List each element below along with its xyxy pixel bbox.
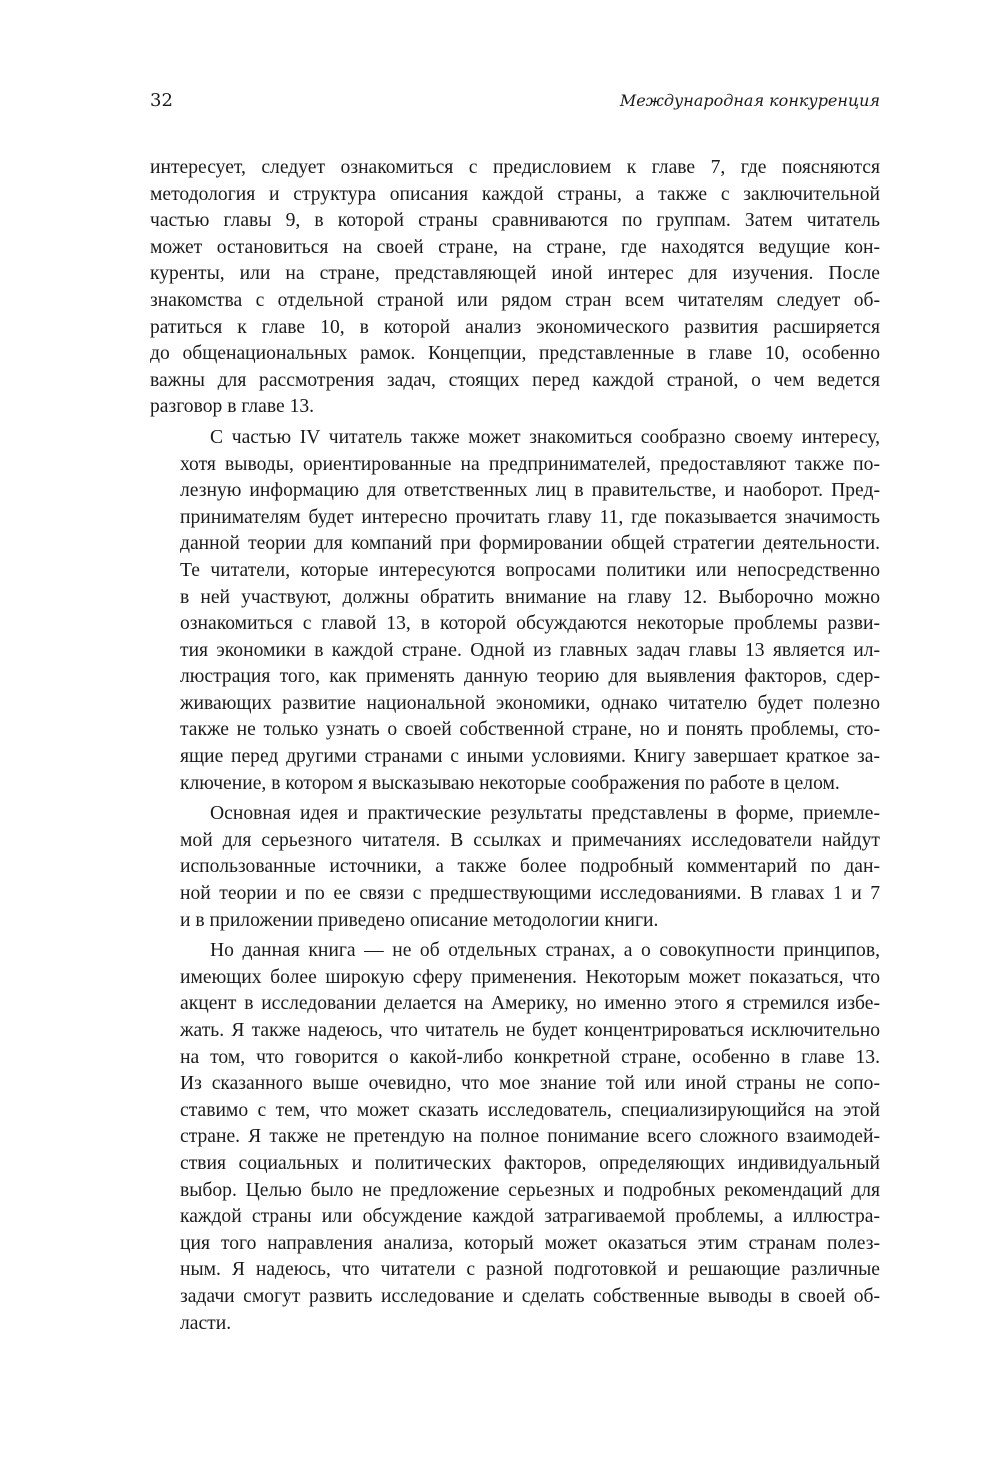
text-line: ным. Я надеюсь, что читатели с разной подготовкой и решающие различные <box>180 1259 880 1281</box>
text-line: задачи смогут развить исследование и сделать собственные выводы в своей об- <box>180 1285 880 1307</box>
text-line: мой для серьезного читателя. В ссылках и примечаниях исследователи найдут <box>180 829 880 851</box>
text-line: лезную информацию для ответственных лиц в правительстве, и наоборот. Пред- <box>180 480 880 502</box>
text-line: на том, что говорится о какой-либо конкретной стране, особенно в главе 13. <box>180 1046 880 1068</box>
paragraph <box>150 938 880 1337</box>
text-line: стране. Я также не претендую на полное понимание всего сложного взаимодей- <box>180 1126 880 1148</box>
text-line: до общенациональных рамок. Концепции, представленные в главе 10, особенно <box>150 343 880 365</box>
text-line: важны для рассмотрения задач, стоящих перед каждой страной, о чем ведется <box>150 369 880 391</box>
text-line: жать. Я также надеюсь, что читатель не будет концентрироваться исключительно <box>180 1020 880 1041</box>
text-line: тия экономики в каждой стране. Одной из главных задач главы 13 является ил- <box>180 639 880 661</box>
running-head <box>150 88 880 114</box>
text-line: также не только узнать о своей собственной стране, но и понять проблемы, сто- <box>180 719 880 741</box>
text-line: ция того направления анализа, который может оказаться этим странам полез- <box>180 1232 880 1254</box>
text-line: Из сказанного выше очевидно, что мое знание той или иной страны не сопо- <box>180 1073 880 1095</box>
running-title: Международная конкуренция <box>619 91 880 110</box>
text-line: каждой страны или обсуждение каждой затрагиваемой проблемы, а иллюстра- <box>180 1206 880 1228</box>
text-line: в ней участвуют, должны обратить внимание на главу 12. Выборочно можно <box>180 586 880 608</box>
text-line: акцент в исследовании делается на Америку, но именно этого я стремился избе- <box>180 993 880 1015</box>
text-line: разговор в главе 13. <box>150 396 315 418</box>
text-line: С частью IV читатель также может знакомиться сообразно своему интересу, <box>210 426 880 448</box>
text-line: ной теории и по ее связи с предшествующими исследованиями. В главах 1 и 7 <box>180 883 880 905</box>
body-text <box>150 155 880 1341</box>
text-line: люстрация того, как применять данную теорию для выявления факторов, сдер- <box>180 666 880 688</box>
text-line: ящие перед другими странами с иными условиями. Книгу завершает краткое за- <box>180 746 880 768</box>
paragraph <box>150 801 880 934</box>
text-line: частью главы 9, в которой страны сравниваются по группам. Затем читатель <box>150 210 880 232</box>
text-line: имеющих более широкую сферу применения. Некоторым может показаться, что <box>180 966 880 988</box>
text-line: методология и структура описания каждой страны, а также с заключительной <box>150 183 880 205</box>
text-line: куренты, или на стране, представляющей иной интерес для изучения. После <box>150 263 880 285</box>
text-line: живающих развитие национальной экономики, однако читателю будет полезно <box>180 692 880 714</box>
text-line: интересует, следует ознакомиться с предисловием к главе 7, где поясняются <box>150 157 880 178</box>
paragraph <box>150 425 880 797</box>
text-line: ратиться к главе 10, в которой анализ экономического развития расширяется <box>150 316 880 338</box>
text-line: ставимо с тем, что может сказать исследователь, специализирующийся на этой <box>180 1099 880 1121</box>
text-line: выбор. Целью было не предложение серьезных и подробных рекомендаций для <box>180 1179 880 1201</box>
text-line: знакомства с отдельной страной или рядом стран всем читателям следует об- <box>150 289 880 311</box>
text-line: и в приложении приведено описание методологии книги. <box>180 909 659 931</box>
text-line: может остановиться на своей стране, на стране, где находятся ведущие кон- <box>150 236 880 258</box>
text-line: использованные источники, а также более подробный комментарий по дан- <box>180 856 880 878</box>
text-line: хотя выводы, ориентированные на предпринимателей, предоставляют также по- <box>180 453 880 475</box>
paragraph <box>150 155 880 421</box>
text-line: ствия социальных и политических факторов, определяющих индивидуальный <box>180 1152 880 1174</box>
page-number: 32 <box>150 90 173 111</box>
text-line: принимателям будет интересно прочитать главу 11, где показывается значимость <box>180 506 880 528</box>
text-line: Те читатели, которые интересуются вопросами политики или непосредственно <box>180 559 880 581</box>
text-line: данной теории для компаний при формировании общей стратегии деятельности. <box>180 533 880 555</box>
text-line: ключение, в котором я высказываю некоторые соображения по работе в целом. <box>180 772 840 794</box>
text-line: Но данная книга — не об отдельных странах, а о совокупности принципов, <box>210 940 880 962</box>
text-line: ознакомиться с главой 13, в которой обсуждаются некоторые проблемы разви- <box>180 613 880 635</box>
text-line: Основная идея и практические результаты представлены в форме, приемле- <box>210 803 880 825</box>
text-line: ласти. <box>180 1312 232 1334</box>
